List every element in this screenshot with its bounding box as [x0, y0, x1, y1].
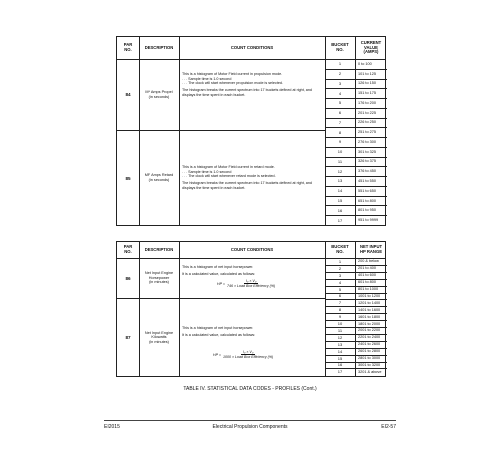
horsepower-formula — [217, 279, 275, 288]
bucket-range-value: 200 & below — [358, 259, 379, 264]
bucket-divider — [325, 186, 387, 187]
bucket-divider — [325, 196, 387, 197]
bucket-number: 16 — [337, 207, 343, 213]
bucket-divider — [325, 286, 387, 287]
bucket-range-value: 151 to 175 — [358, 91, 376, 96]
header-value: NET INPUT HP RANGE — [359, 244, 383, 254]
bucket-divider — [325, 334, 387, 335]
bucket-range-value: 1201 to 1400 — [358, 300, 381, 305]
bucket-number: 13 — [337, 341, 343, 347]
bucket-range-value: 1801 to 2000 — [358, 321, 381, 326]
bucket-range-value: 651 to 800 — [358, 198, 376, 203]
bucket-number: 14 — [337, 188, 343, 194]
header-bucket-no: BUCKET NO. — [331, 244, 349, 254]
bucket-number: 4 — [338, 90, 342, 96]
bucket-range-value: 1601 to 1800 — [358, 314, 381, 319]
par-number: 85 — [125, 175, 131, 181]
bucket-range-value: 801 to 1000 — [358, 287, 379, 292]
bucket-range-value: 201 to 400 — [358, 266, 376, 271]
bucket-number: 10 — [337, 321, 343, 327]
bucket-number: 7 — [338, 119, 342, 125]
count-conditions — [182, 72, 322, 100]
formula-numerator: I₀ × V₀ — [245, 279, 257, 283]
bucket-number: 9 — [338, 314, 342, 320]
bucket-range-value: 0 to 100 — [358, 61, 372, 66]
bucket-number: 11 — [337, 327, 343, 333]
bucket-number: 8 — [338, 129, 342, 135]
bucket-divider — [325, 362, 387, 363]
condition-text: It is a calculated value, calculated as follows: — [182, 272, 256, 277]
formula-fraction — [223, 350, 273, 359]
bucket-divider — [325, 265, 387, 266]
bucket-divider — [325, 205, 387, 206]
footer-page-number: EI2-57 — [381, 424, 396, 430]
bucket-divider — [325, 355, 387, 356]
bucket-number: 9 — [338, 139, 342, 145]
bucket-divider — [325, 166, 387, 167]
bucket-range-value: 201 to 225 — [358, 110, 376, 115]
bucket-number: 10 — [337, 149, 343, 155]
formula-denominator: 746 × Load Box Efficiency (%) — [226, 284, 276, 288]
bucket-range-value: 601 to 800 — [358, 280, 376, 285]
par-number: 84 — [125, 92, 131, 97]
bucket-divider — [325, 320, 387, 321]
bucket-number: 4 — [338, 279, 342, 285]
bucket-number: 15 — [337, 198, 343, 203]
profile-table-current — [116, 36, 386, 226]
bucket-number: 14 — [337, 348, 343, 354]
bucket-number: 1 — [338, 258, 342, 264]
bucket-range-value: 2801 to 3000 — [358, 356, 381, 361]
bucket-number: 2 — [338, 265, 342, 271]
bucket-divider — [325, 98, 387, 99]
count-conditions — [182, 265, 322, 279]
bucket-range-value: 1401 to 1600 — [358, 307, 381, 312]
par-number: 86 — [125, 275, 131, 281]
par-description: MF Amps Retard (in seconds) — [144, 173, 174, 182]
bucket-divider — [325, 118, 387, 119]
bucket-number: 6 — [338, 110, 342, 116]
bucket-range-value: 2601 to 2800 — [358, 349, 381, 354]
bucket-range-value: 176 to 200 — [358, 100, 376, 105]
bucket-range-value: 101 to 125 — [358, 71, 376, 76]
bucket-range-value: 251 to 275 — [358, 130, 376, 135]
table-header — [117, 37, 385, 60]
formula-numerator: I₀ × V₀ — [242, 350, 254, 354]
bucket-divider — [325, 69, 387, 70]
table-caption: TABLE IV. STATISTICAL DATA CODES - PROFILES (Cont.) — [183, 386, 317, 392]
bucket-range-value: 2201 to 2400 — [358, 335, 381, 340]
bucket-number: 6 — [338, 293, 342, 299]
bucket-divider — [325, 272, 387, 273]
bucket-range-value: 326 to 375 — [358, 159, 376, 164]
bucket-number: 15 — [337, 355, 343, 361]
bucket-range-value: 2001 to 2200 — [358, 328, 381, 333]
bucket-divider — [325, 293, 387, 294]
bucket-divider — [325, 88, 387, 89]
formula-lhs: HP = — [213, 352, 221, 357]
footer-doc-id: EI2015 — [104, 424, 120, 430]
header-bucket-no: BUCKET NO. — [331, 42, 349, 52]
bucket-divider — [325, 348, 387, 349]
bucket-number: 16 — [337, 362, 343, 368]
footer-rule — [104, 420, 396, 421]
bucket-number: 3 — [338, 272, 342, 278]
bucket-divider — [325, 108, 387, 109]
header-description: DESCRIPTION — [144, 44, 174, 50]
bucket-number: 1 — [338, 61, 342, 67]
par-number: 87 — [125, 335, 131, 340]
condition-text: The histogram breaks the current spectrum into 17 buckets defined at right, and displays the time spent in each bucket. — [182, 181, 312, 190]
bucket-divider — [325, 313, 387, 314]
bucket-range-value: 1001 to 1200 — [358, 293, 381, 298]
bucket-divider — [325, 327, 387, 328]
bucket-range-value: 2401 to 2600 — [358, 342, 381, 347]
bucket-number: 5 — [338, 100, 342, 106]
par-description: M* Amps Propel (in seconds) — [145, 89, 173, 99]
bucket-range-value: 401 to 600 — [358, 273, 376, 278]
header-count-conditions: COUNT CONDITIONS — [230, 246, 274, 252]
count-conditions — [182, 326, 322, 340]
bucket-number: 12 — [337, 168, 343, 174]
condition-text: The histogram breaks the current spectrum into 17 buckets defined at right, and displays the time spent in each bucket. — [182, 88, 312, 97]
bucket-range-value: 126 to 150 — [358, 81, 376, 86]
bucket-range-value: 226 to 250 — [358, 120, 376, 125]
bucket-range-value: 801 to 950 — [358, 208, 376, 213]
bucket-divider — [325, 176, 387, 177]
bucket-range-value: 551 to 650 — [358, 188, 376, 193]
bucket-divider — [325, 299, 387, 300]
header-description: DESCRIPTION — [144, 246, 174, 252]
bucket-divider — [325, 157, 387, 158]
bucket-number: 7 — [338, 300, 342, 306]
condition-text: This is a histogram of Motor Field current in propulsion mode. . . . Sample time is 1.0 second . . . The clock will start whenever propulsion mode is selected. — [182, 72, 283, 86]
bucket-number: 12 — [337, 334, 343, 340]
bucket-number: 2 — [338, 71, 342, 77]
bucket-number: 5 — [338, 286, 342, 292]
bucket-divider — [325, 368, 387, 369]
bucket-range-value: 301 to 325 — [358, 149, 376, 154]
bucket-divider — [325, 127, 387, 128]
bucket-range-value: 951 to 9999 — [358, 218, 379, 223]
bucket-range-value: 276 to 300 — [358, 139, 376, 144]
par-description: Net Input Engine Kilowatts (in minutes) — [144, 330, 174, 344]
header-par-no: PAR NO. — [123, 42, 133, 52]
formula-fraction — [227, 279, 275, 288]
header-value: CURRENT VALUE (AMPS) — [360, 39, 382, 55]
footer-section-title: Electrical Propulsion Components — [212, 424, 288, 430]
bucket-divider — [325, 279, 387, 280]
table-header — [117, 242, 385, 259]
formula-denominator: 1000 × Load Box Efficiency (%) — [222, 355, 274, 359]
profile-table-horsepower — [116, 241, 386, 377]
bucket-number: 17 — [337, 369, 343, 375]
bucket-divider — [325, 341, 387, 342]
bucket-range-value: 3001 to 3200 — [358, 362, 381, 367]
header-count-conditions: COUNT CONDITIONS — [230, 44, 274, 50]
condition-text: This is a histogram of net input horsepower. — [182, 326, 254, 330]
count-conditions — [182, 165, 322, 193]
bucket-range-value: 376 to 450 — [358, 169, 376, 174]
kilowatt-formula — [213, 350, 273, 359]
bucket-number: 11 — [337, 158, 343, 164]
bucket-divider — [325, 215, 387, 216]
bucket-divider — [325, 79, 387, 80]
bucket-range-value: 451 to 550 — [358, 178, 376, 183]
bucket-range-value: 3201 & above — [358, 369, 382, 374]
condition-text: It is a calculated value, calculated as follows: — [182, 333, 256, 338]
bucket-divider — [325, 147, 387, 148]
header-par-no: PAR NO. — [123, 244, 133, 254]
bucket-number: 13 — [337, 178, 343, 184]
par-description: Net Input Engine Horsepower (in minutes) — [144, 271, 174, 285]
condition-text: This is a histogram of net input horsepower. — [182, 265, 254, 269]
bucket-divider — [325, 137, 387, 138]
condition-text: This is a histogram of Motor Field current in retard mode. . . . Sample time is 1.0 second . . . The clock will start whenever retard mode is selected. — [182, 165, 276, 179]
formula-lhs: HP = — [217, 281, 225, 286]
bucket-number: 3 — [338, 80, 342, 86]
bucket-number: 17 — [337, 217, 343, 223]
bucket-number: 8 — [338, 307, 342, 313]
bucket-divider — [325, 306, 387, 307]
